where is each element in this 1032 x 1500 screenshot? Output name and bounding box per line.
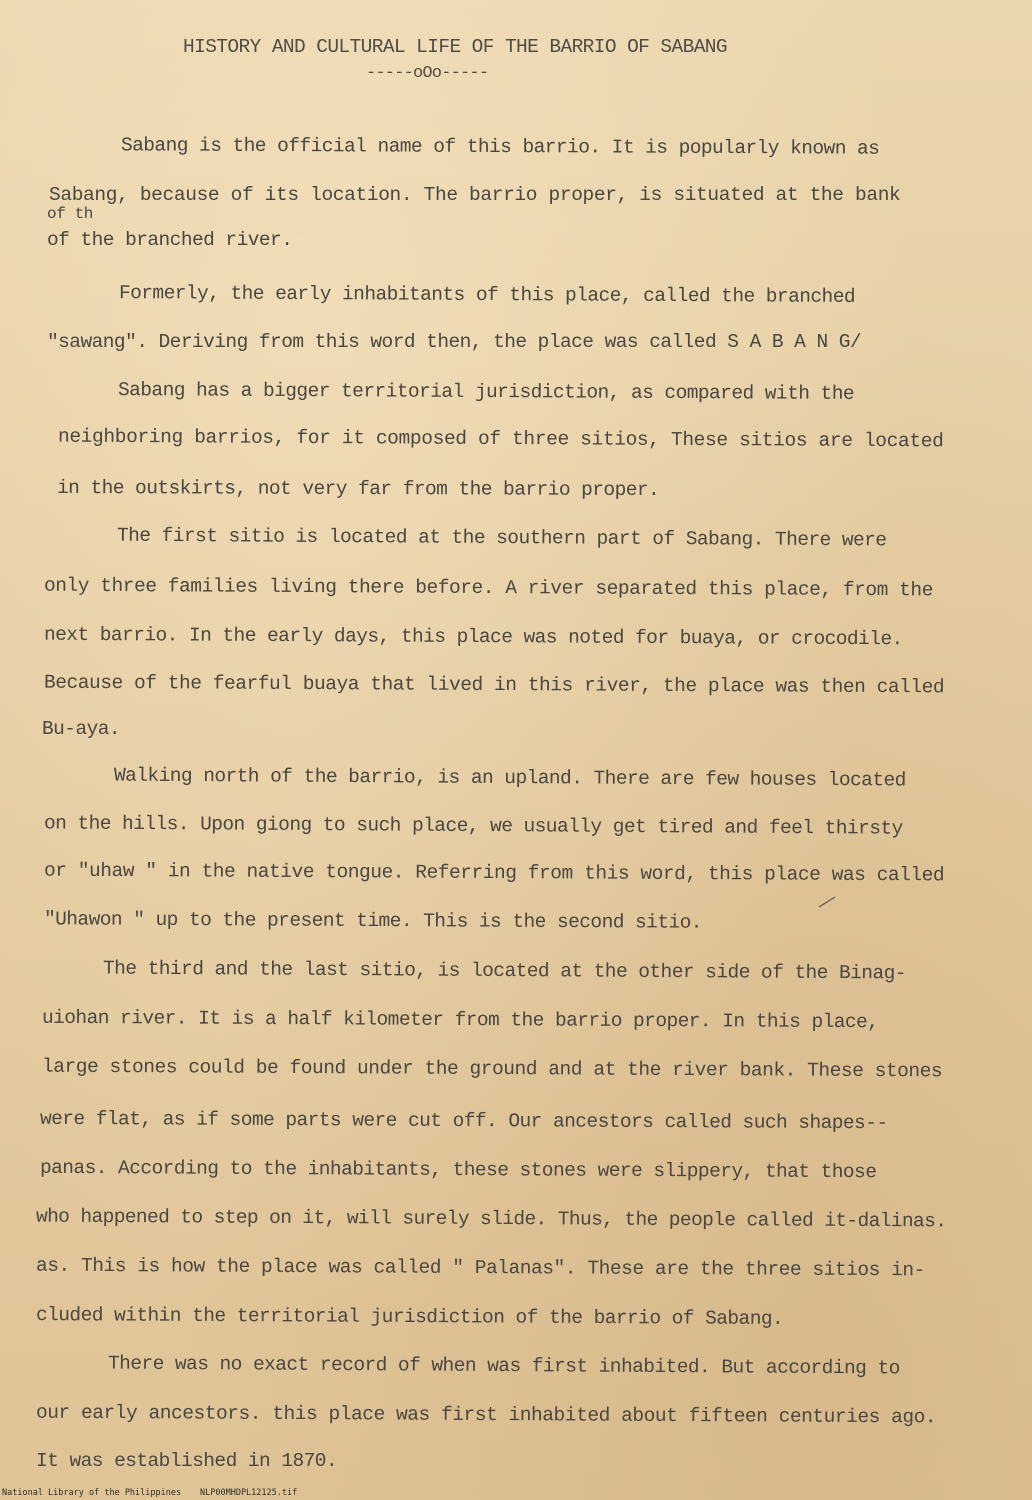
scan-footer-library: National Library of the Philippines	[2, 1488, 182, 1498]
pencil-tick-mark	[818, 895, 836, 909]
text-line: panas. According to the inhabitants, these stones were slippery, that those	[39, 1156, 877, 1184]
text-line: large stones could be found under the ground and at the river bank. These stones	[41, 1055, 943, 1083]
text-line: Walking north of the barrio, is an upland. There are few houses located	[113, 764, 906, 792]
text-line: in the outskirts, not very far from the barrio proper.	[56, 476, 660, 502]
text-line: only three families living there before. A river separated this place, from the	[43, 574, 933, 602]
title-divider: -----oOo-----	[366, 64, 489, 83]
text-line: It was established in 1870.	[36, 1450, 338, 1472]
text-line: cluded within the territorial jurisdiction of the barrio of Sabang.	[35, 1304, 784, 1330]
text-line: Formerly, the early inhabitants of this place, called the branched	[118, 282, 856, 308]
text-line: as. This is how the place was called " Palanas". These are the three sitios in-	[35, 1254, 925, 1282]
text-line: The first sitio is located at the southern part of Sabang. There were	[116, 524, 887, 552]
text-line: "Uhawon " up to the present time. This is the second sitio.	[43, 908, 703, 934]
text-line: on the hills. Upon giong to such place, we usually get tired and feel thirsty	[43, 812, 903, 840]
text-line: Bu-aya.	[42, 718, 121, 740]
text-line: There was no exact record of when was first inhabited. But according to	[107, 1352, 900, 1380]
text-line: of th	[47, 205, 94, 223]
text-line: "sawang". Deriving from this word then, the place was called S A B A N G/	[47, 331, 862, 353]
text-line: Sabang is the official name of this barrio. It is popularly known as	[120, 134, 880, 160]
text-line: The third and the last sitio, is located at the other side of the Binag-	[102, 957, 907, 985]
text-line: Because of the fearful buaya that lived in this river, the place was then called	[43, 671, 945, 699]
document-title: HISTORY AND CULTURAL LIFE OF THE BARRIO OF SABANG	[183, 36, 727, 58]
text-line: uiohan river. It is a half kilometer from the barrio proper. In this place,	[41, 1006, 879, 1034]
text-line: or "uhaw " in the native tongue. Referring from this word, this place was called	[43, 859, 945, 887]
text-line: Sabang has a bigger territorial jurisdiction, as compared with the	[117, 379, 855, 405]
text-line: who happened to step on it, will surely slide. Thus, the people called it-dalinas.	[35, 1205, 947, 1233]
text-line: our early ancestors. this place was first inhabited about fifteen centuries ago.	[35, 1401, 937, 1429]
text-line: were flat, as if some parts were cut off. Our ancestors called such shapes--	[39, 1107, 888, 1135]
text-line: Sabang, because of its location. The barrio proper, is situated at the bank	[49, 184, 901, 206]
text-line: of the branched river.	[47, 229, 293, 251]
scan-footer-file-id: NLP00MHDPL12125.tif	[200, 1488, 298, 1498]
text-line: neighboring barrios, for it composed of three sitios, These sitios are located	[57, 425, 944, 453]
text-line: next barrio. In the early days, this place was noted for buaya, or crocodile.	[43, 623, 903, 651]
